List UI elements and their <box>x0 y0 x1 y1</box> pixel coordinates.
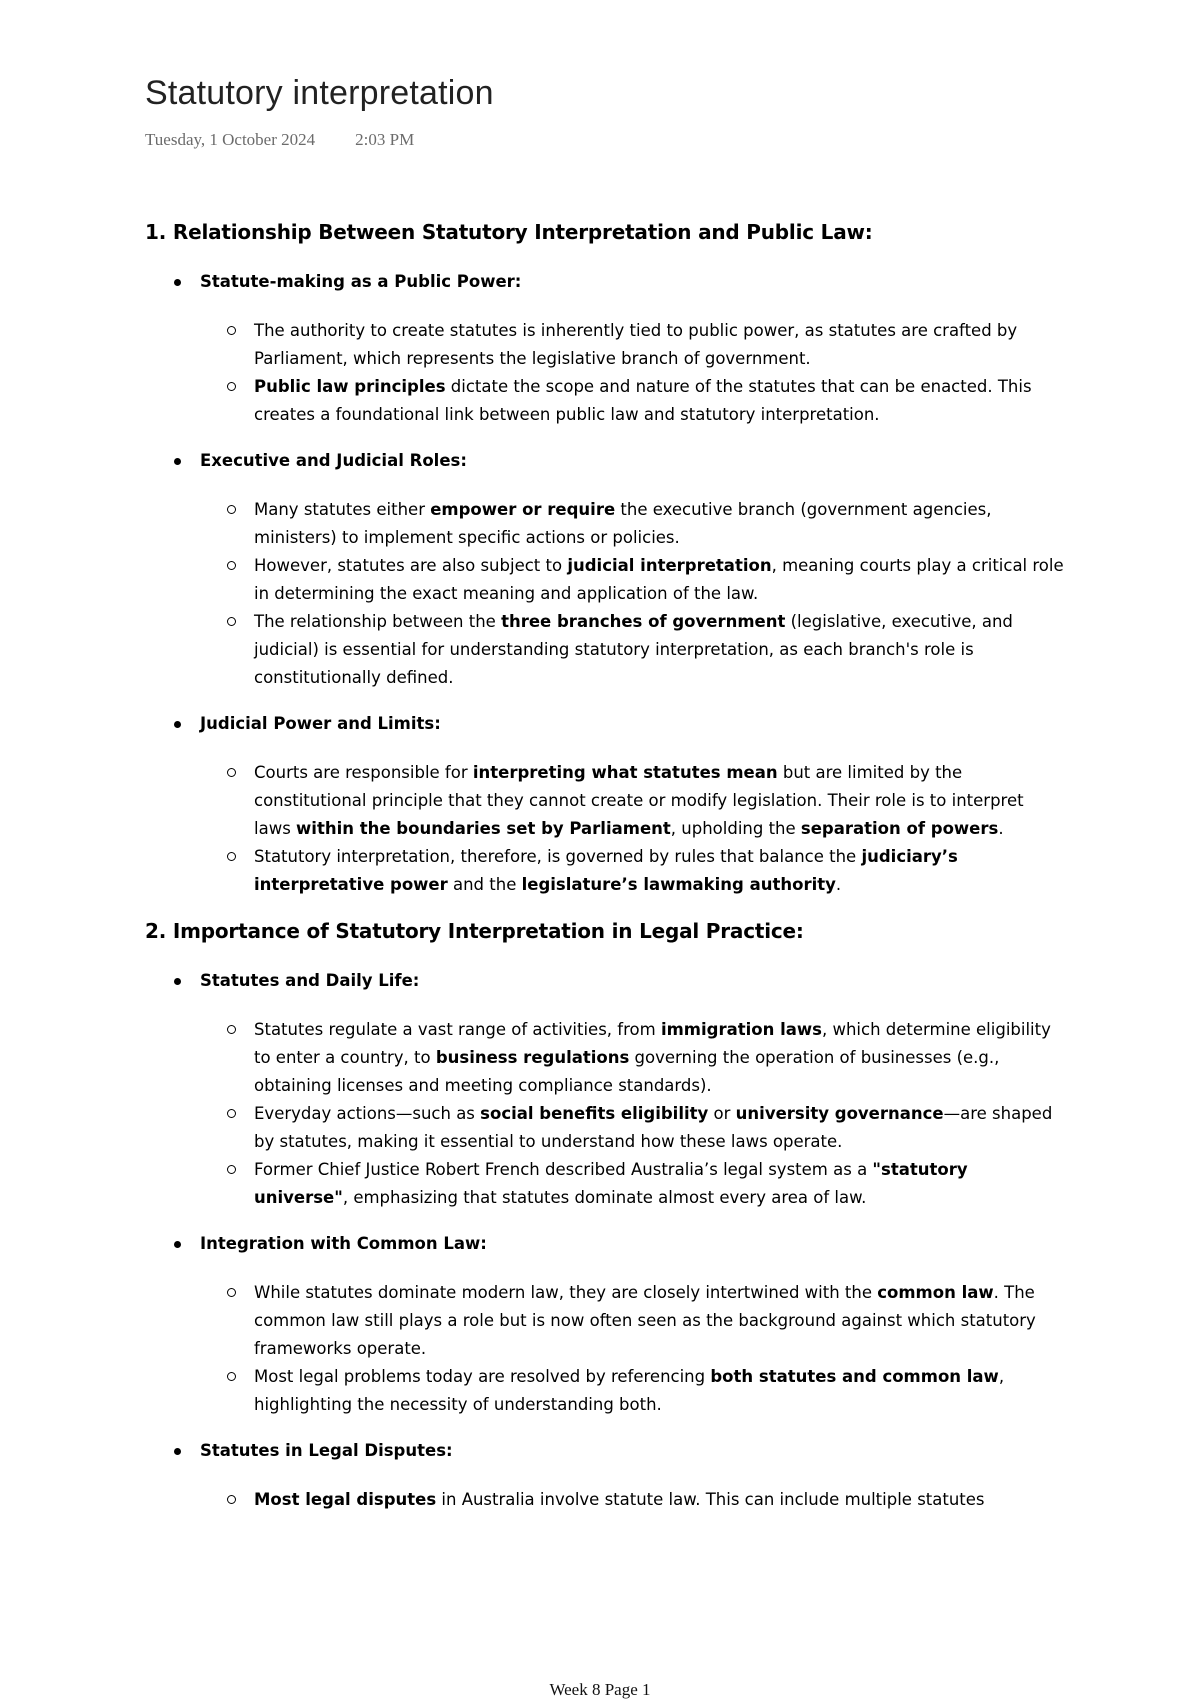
bullet-dot-icon <box>174 978 181 985</box>
bold-run: legislature’s lawmaking authority <box>521 875 836 894</box>
sub-bullet-text: Everyday actions—such as social benefits eligibility or university governance—are shaped by statutes, making it essential to understand how these laws operate. <box>254 1104 1053 1151</box>
bullet-list <box>145 967 1065 1514</box>
sub-bullet-item <box>200 1279 1065 1363</box>
bullet-list <box>145 268 1065 899</box>
bold-run: Public law principles <box>254 377 446 396</box>
bold-run: judiciary’s interpretative power <box>254 847 958 894</box>
page-time: 2:03 PM <box>355 130 415 149</box>
bullet-circle-icon <box>227 768 236 777</box>
bullet-dot-icon <box>174 279 181 286</box>
bullet-circle-icon <box>227 1025 236 1034</box>
bold-run: social benefits eligibility <box>480 1104 709 1123</box>
sub-bullet-text: While statutes dominate modern law, they are closely intertwined with the common law. The common law still plays a role but is now often seen as the background against which statutory frameworks operate. <box>254 1283 1036 1358</box>
section-heading: 2. Importance of Statutory Interpretation in Legal Practice: <box>145 919 804 943</box>
bold-run: interpreting what statutes mean <box>472 763 778 782</box>
sub-bullet-item <box>200 1100 1065 1156</box>
sub-bullet-item <box>200 552 1065 608</box>
bullet-circle-icon <box>227 505 236 514</box>
sub-bullet-text: Statutes regulate a vast range of activities, from immigration laws, which determine eligibility to enter a country, to business regulations governing the operation of businesses (e.g., obtaining licenses and meeting compliance standards). <box>254 1020 1051 1095</box>
bullet-dot-icon <box>174 1241 181 1248</box>
bullet-dot-icon <box>174 458 181 465</box>
bullet-circle-icon <box>227 1109 236 1118</box>
bullet-circle-icon <box>227 1495 236 1504</box>
bullet-heading: Statute-making as a Public Power: <box>200 272 522 291</box>
section-heading: 1. Relationship Between Statutory Interpretation and Public Law: <box>145 220 873 244</box>
sub-bullet-text: Former Chief Justice Robert French described Australia’s legal system as a "statutory universe", emphasizing that statutes dominate almost every area of law. <box>254 1160 968 1207</box>
bold-run: business regulations <box>435 1048 630 1067</box>
bullet-item <box>145 967 1065 1212</box>
bold-run: common law <box>877 1283 994 1302</box>
sub-bullet-list <box>200 496 1065 692</box>
bold-run: both statutes and common law <box>710 1367 999 1386</box>
bullet-item <box>145 710 1065 899</box>
sub-bullet-list <box>200 1486 1065 1514</box>
bullet-heading: Statutes and Daily Life: <box>200 971 420 990</box>
sub-bullet-list <box>200 1279 1065 1419</box>
sub-bullet-item <box>200 759 1065 843</box>
bullet-circle-icon <box>227 852 236 861</box>
sub-bullet-item <box>200 373 1065 429</box>
sub-bullet-text: Most legal disputes in Australia involve statute law. This can include multiple statutes <box>254 1490 985 1509</box>
bullet-dot-icon <box>174 721 181 728</box>
bold-run: Most legal disputes <box>254 1490 437 1509</box>
bold-run: empower or require <box>430 500 616 519</box>
bullet-heading: Executive and Judicial Roles: <box>200 451 467 470</box>
sub-bullet-item <box>200 1156 1065 1212</box>
sub-bullet-item <box>200 1363 1065 1419</box>
bullet-circle-icon <box>227 617 236 626</box>
bullet-circle-icon <box>227 326 236 335</box>
sub-bullet-list <box>200 1016 1065 1212</box>
sub-bullet-text: The authority to create statutes is inherently tied to public power, as statutes are crafted by Parliament, which represents the legislative branch of government. <box>254 321 1018 368</box>
page-timestamp <box>145 130 414 150</box>
bullet-item <box>145 268 1065 429</box>
bullet-heading: Judicial Power and Limits: <box>200 714 441 733</box>
bold-run: within the boundaries set by Parliament <box>296 819 671 838</box>
bullet-circle-icon <box>227 1288 236 1297</box>
sub-bullet-item <box>200 1016 1065 1100</box>
page-footer: Week 8 Page 1 <box>549 1680 651 1699</box>
sub-bullet-item <box>200 317 1065 373</box>
sub-bullet-text: Statutory interpretation, therefore, is governed by rules that balance the judiciary’s interpretative power and the legislature’s lawmaking authority. <box>254 847 958 894</box>
bullet-circle-icon <box>227 1165 236 1174</box>
sub-bullet-text: Public law principles dictate the scope and nature of the statutes that can be enacted. This creates a foundational link between public law and statutory interpretation. <box>254 377 1032 424</box>
page-title[interactable]: Statutory interpretation <box>145 74 494 112</box>
bold-run: "statutory universe" <box>254 1160 968 1207</box>
bold-run: university governance <box>735 1104 944 1123</box>
sub-bullet-item <box>200 496 1065 552</box>
sub-bullet-item <box>200 1486 1065 1514</box>
sub-bullet-list <box>200 759 1065 899</box>
sub-bullet-item <box>200 608 1065 692</box>
sub-bullet-text: The relationship between the three branches of government (legislative, executive, and judicial) is essential for understanding statutory interpretation, as each branch's role is constitutionally defined. <box>254 612 1013 687</box>
bullet-dot-icon <box>174 1448 181 1455</box>
bullet-circle-icon <box>227 1372 236 1381</box>
sub-bullet-text: Many statutes either empower or require the executive branch (government agencies, ministers) to implement specific actions or policies. <box>254 500 992 547</box>
sub-bullet-list <box>200 317 1065 429</box>
bold-run: three branches of government <box>501 612 786 631</box>
page-content[interactable] <box>145 218 1065 1532</box>
bold-run: immigration laws <box>660 1020 822 1039</box>
bold-run: separation of powers <box>800 819 999 838</box>
sub-bullet-item <box>200 843 1065 899</box>
bullet-item <box>145 1437 1065 1514</box>
sub-bullet-text: Courts are responsible for interpreting what statutes mean but are limited by the constitutional principle that they cannot create or modify legislation. Their role is to interpret laws within the boundaries set by Parliament, upholding the separation of powers. <box>254 763 1024 838</box>
sub-bullet-text: However, statutes are also subject to judicial interpretation, meaning courts play a critical role in determining the exact meaning and application of the law. <box>254 556 1064 603</box>
bullet-item <box>145 447 1065 692</box>
page-date: Tuesday, 1 October 2024 <box>145 130 316 149</box>
bullet-heading: Integration with Common Law: <box>200 1234 487 1253</box>
bullet-circle-icon <box>227 561 236 570</box>
bullet-circle-icon <box>227 382 236 391</box>
sub-bullet-text: Most legal problems today are resolved by referencing both statutes and common law, highlighting the necessity of understanding both. <box>254 1367 1005 1414</box>
bullet-heading: Statutes in Legal Disputes: <box>200 1441 453 1460</box>
bullet-item <box>145 1230 1065 1419</box>
bold-run: judicial interpretation <box>567 556 772 575</box>
